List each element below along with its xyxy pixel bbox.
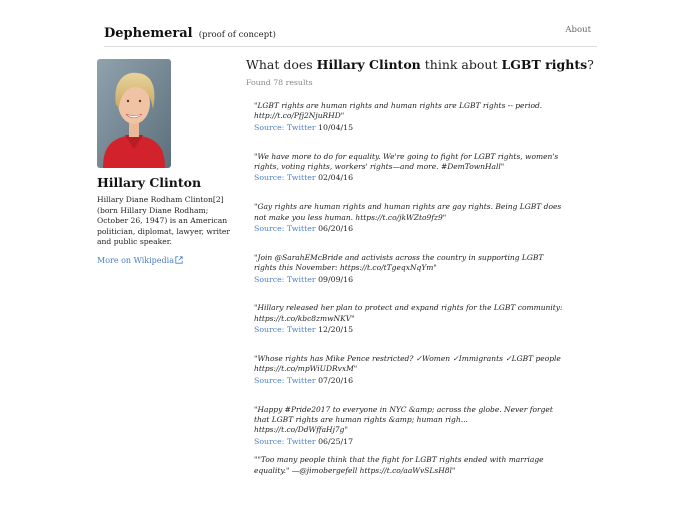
quote-date: 07/20/16	[318, 375, 354, 385]
quote-date: 02/04/16	[318, 173, 354, 183]
source-link[interactable]: Source: Twitter	[254, 436, 316, 446]
result-item	[254, 354, 564, 405]
source-link[interactable]: Source: Twitter	[254, 122, 316, 132]
person-name: Hillary Clinton	[97, 175, 202, 190]
query-middle: think about	[424, 57, 498, 72]
quote-text: "We have more to do for equality. We're going to fight for LGBT rights, women's rights, voting rights, workers' rights—and more. #DemTownHall"	[254, 151, 559, 171]
quote-text: "LGBT rights are human rights and human rights are LGBT rights -- period. http://t.co/Pfj2NjuRHD"	[254, 101, 543, 121]
results-list	[254, 101, 564, 506]
query-prefix: What does	[246, 57, 313, 72]
quote-text: "Gay rights are human rights and human rights are gay rights. Being LGBT does not make you less human. https://t.co/jkWZto9fz9"	[254, 202, 562, 222]
quote-text: "Join @SarahEMcBride and activists across the country in supporting LGBT rights this November: https://t.co/tTgeqxNqYm"	[254, 252, 544, 273]
quote-date: 06/20/16	[318, 224, 354, 233]
quote-date: 12/20/15	[318, 325, 354, 335]
result-count: Found 78 results	[246, 78, 313, 87]
result-item	[254, 303, 564, 354]
brand-subtitle: (proof of concept)	[198, 30, 276, 40]
result-item	[254, 405, 564, 456]
results-header	[246, 57, 596, 87]
result-item	[254, 101, 564, 152]
source-link[interactable]: Source: Twitter	[254, 274, 316, 284]
quote-date: 06/25/17	[318, 436, 354, 446]
about-link[interactable]: About	[565, 25, 591, 35]
wikipedia-link-label[interactable]: More on Wikipedia	[97, 255, 174, 265]
quote-text: "Hillary released her plan to protect and expand rights for the LGBT community: https://t.co/kbc8zmwNKV"	[254, 303, 563, 323]
result-item	[254, 202, 564, 253]
person-sidebar	[97, 59, 237, 267]
source-link[interactable]: Source: Twitter	[254, 375, 316, 385]
source-link[interactable]: Source: Twitter	[254, 173, 316, 183]
result-item	[254, 455, 564, 506]
source-link[interactable]: Source: Twitter	[254, 224, 316, 233]
person-bio: Hillary Diane Rodham Clinton[2] (born Hillary Diane Rodham; October 26, 1947) is an American politician, diplomat, lawyer, writer and public speaker.	[97, 195, 231, 246]
site-header	[104, 22, 597, 47]
query-heading	[246, 57, 596, 72]
wikipedia-link[interactable]	[97, 256, 183, 265]
quote-text: "Happy #Pride2017 to everyone in NYC &amp; across the globe. Never forget that LGBT rights are human rights &amp; human righ... https://t.co/DdWffaHj7g"	[254, 404, 553, 435]
external-link-icon	[175, 256, 183, 264]
query-suffix: ?	[587, 57, 594, 72]
query-person: Hillary Clinton	[316, 57, 421, 72]
quote-date: 10/04/15	[318, 122, 354, 132]
result-item	[254, 253, 564, 304]
quote-text: ""Too many people think that the fight for LGBT rights ended with marriage equality." —@jimobergefell https://t.co/aaWvSLsH8l"	[254, 455, 544, 475]
brand[interactable]	[104, 22, 276, 41]
quote-date: 09/09/16	[318, 274, 354, 284]
source-link[interactable]: Source: Twitter	[254, 325, 316, 335]
query-topic: LGBT rights	[501, 57, 588, 72]
result-item	[254, 152, 564, 203]
quote-text: "Whose rights has Mike Pence restricted? ✓Women ✓Immigrants ✓LGBT people https://t.co/mpWiUDRvxM"	[254, 353, 561, 374]
brand-name[interactable]: Dephemeral	[104, 26, 193, 41]
portrait-photo	[97, 59, 171, 168]
